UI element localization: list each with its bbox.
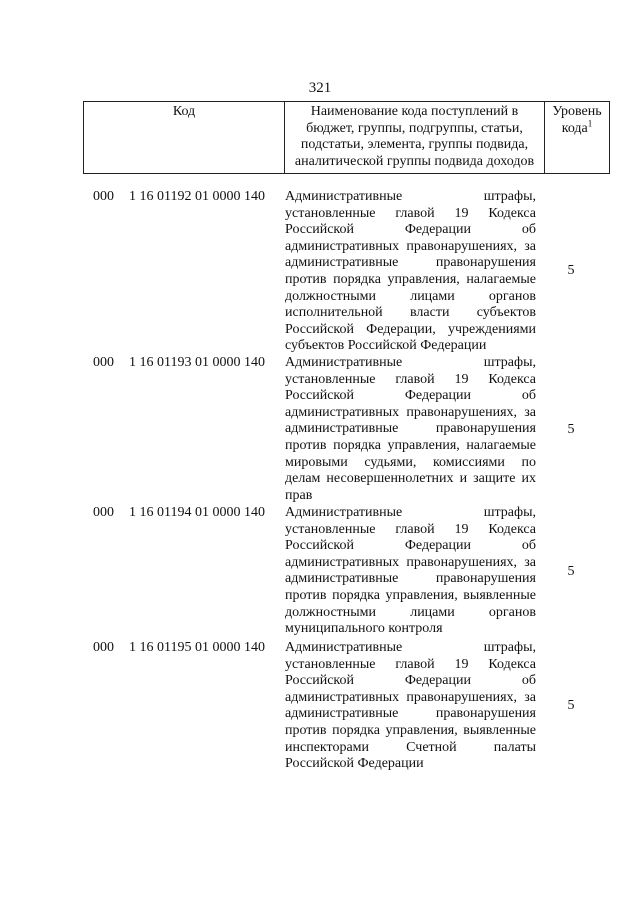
group-code: 000 — [93, 355, 114, 370]
header-name-line: Наименование кода поступлений в — [310, 104, 519, 119]
group-code: 000 — [93, 640, 114, 655]
header-level-line: кода$^1$ — [561, 117, 593, 136]
group-code: 000 — [93, 189, 114, 204]
code-level: 5 — [567, 698, 575, 713]
revenue-name: Административные штрафы, установленные главой 19 Кодекса Российской Федерации об административных правонарушениях, за административные правонарушения против порядка управления, налагаемые мировыми судьями, комиссиями по делам несовершеннолетних и защите их прав — [285, 355, 536, 503]
revenue-code: 1 16 01192 01 0000 140 — [129, 189, 265, 204]
table-header — [83, 101, 610, 174]
revenue-name: Административные штрафы, установленные главой 19 Кодекса Российской Федерации об административных правонарушениях, за административные правонарушения против порядка управления, налагаемые должностными лицами органов исполнительной власти субъектов Российской Федерации, учреждениями субъектов Российской Федерации — [285, 189, 536, 354]
revenue-name: Административные штрафы, установленные главой 19 Кодекса Российской Федерации об административных правонарушениях, за административные правонарушения против порядка управления, выявленные должностными лицами органов муниципального контроля — [285, 505, 536, 637]
header-level — [545, 102, 610, 174]
revenue-code: 1 16 01195 01 0000 140 — [129, 640, 265, 655]
revenue-name: Административные штрафы, установленные главой 19 Кодекса Российской Федерации об административных правонарушениях, за административные правонарушения против порядка управления, выявленные инспекторами Счетной палаты Российской Федерации — [285, 640, 536, 772]
header-name-line: аналитической группы подвида доходов — [294, 153, 535, 169]
header-code: Код — [84, 102, 285, 174]
code-level: 5 — [567, 422, 575, 437]
code-level: 5 — [567, 564, 575, 579]
footnote-marker: 1 — [587, 117, 593, 128]
revenue-code: 1 16 01194 01 0000 140 — [129, 505, 265, 520]
table-row — [83, 355, 595, 505]
revenue-code: 1 16 01193 01 0000 140 — [129, 355, 265, 370]
table-row — [83, 505, 595, 640]
code-level: 5 — [567, 263, 575, 278]
table-row — [83, 640, 595, 775]
header-name-line: бюджет, группы, подгруппы, статьи, — [306, 120, 523, 136]
table-row — [83, 189, 595, 355]
group-code: 000 — [93, 505, 114, 520]
header-name — [285, 102, 545, 174]
header-name-line: подстатьи, элемента, группы подвида, — [300, 137, 529, 153]
page-number: 321 — [308, 80, 332, 96]
header-level-line: Уровень — [552, 104, 602, 119]
